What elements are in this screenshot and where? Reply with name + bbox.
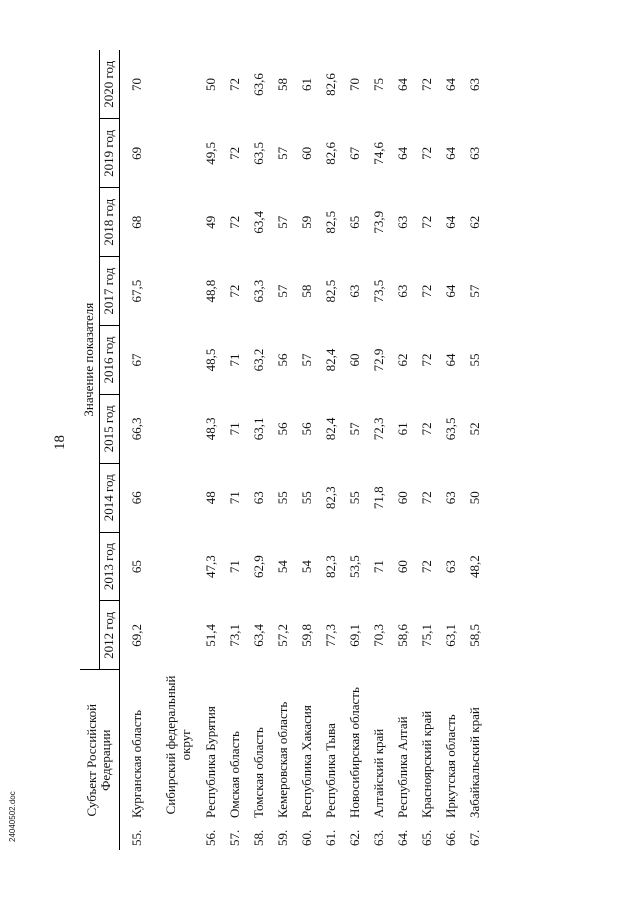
indicator-value: 75 — [370, 77, 386, 91]
indicator-value: 72 — [418, 284, 434, 298]
row-number: 57. — [226, 829, 242, 846]
indicator-value: 52 — [466, 422, 482, 436]
indicator-value: 60 — [394, 491, 410, 505]
indicator-value: 63 — [466, 77, 482, 91]
district-heading-row — [158, 50, 202, 850]
indicator-value: 48 — [202, 491, 218, 505]
indicator-value: 55 — [298, 491, 314, 505]
indicator-value: 71,8 — [370, 486, 386, 510]
table-row — [250, 50, 274, 850]
indicator-value: 82,6 — [322, 142, 338, 165]
subject-name: Омская область — [226, 731, 242, 818]
indicator-value: 57 — [274, 284, 290, 298]
table-row — [442, 50, 466, 850]
indicator-value — [158, 463, 202, 532]
indicator-value: 72 — [226, 215, 242, 229]
indicator-value: 58,5 — [466, 624, 482, 647]
table-row — [322, 50, 346, 850]
indicator-value: 61 — [394, 422, 410, 436]
indicator-value: 59 — [298, 215, 314, 229]
indicator-value: 62,9 — [250, 555, 266, 578]
indicator-value: 82,4 — [322, 417, 338, 441]
indicator-value: 72 — [226, 146, 242, 160]
table-row — [226, 50, 250, 850]
indicator-value — [158, 394, 202, 463]
indicator-value: 58,6 — [394, 624, 410, 647]
indicator-value: 48,8 — [202, 279, 218, 303]
year-header: 2013 год — [99, 532, 119, 601]
table-row — [274, 50, 298, 850]
indicator-value: 82,3 — [322, 555, 338, 578]
indicator-value: 68 — [128, 215, 144, 229]
year-header: 2012 год — [99, 601, 119, 670]
indicator-value: 71 — [226, 560, 242, 574]
table-row — [119, 50, 158, 850]
indicator-value — [158, 119, 202, 188]
indicator-value: 62 — [394, 353, 410, 367]
table-row — [298, 50, 322, 850]
indicator-value: 50 — [466, 491, 482, 505]
indicator-value: 63,4 — [250, 624, 266, 647]
year-header: 2015 год — [99, 394, 119, 463]
subject-name: Республика Бурятия — [202, 706, 218, 818]
indicator-value: 64 — [442, 77, 458, 91]
indicator-value: 66 — [128, 491, 144, 505]
table-row — [370, 50, 394, 850]
row-number: 64. — [394, 829, 410, 846]
year-header: 2014 год — [99, 463, 119, 532]
subject-name: Республика Хакасия — [298, 705, 314, 818]
row-number: 67. — [466, 829, 482, 846]
indicator-value: 82,5 — [322, 210, 338, 234]
indicator-value: 75,1 — [418, 624, 434, 647]
indicator-table-frame — [80, 50, 535, 850]
table-row — [202, 50, 226, 850]
indicator-value: 60 — [394, 560, 410, 574]
indicator-value: 48,3 — [202, 417, 218, 441]
table-row — [466, 50, 490, 850]
indicator-value — [158, 257, 202, 326]
page-number: 18 — [52, 435, 68, 450]
indicator-value: 63 — [442, 491, 458, 505]
indicator-value: 70 — [128, 77, 144, 91]
subject-name: Красноярский край — [418, 710, 434, 818]
indicator-value: 57 — [346, 422, 362, 436]
indicator-value: 72,9 — [370, 348, 386, 372]
row-number: 63. — [370, 829, 386, 846]
indicator-value: 61 — [298, 77, 314, 91]
indicator-value: 67,5 — [128, 279, 144, 303]
indicator-value: 71 — [226, 491, 242, 505]
table-row — [418, 50, 442, 850]
indicator-value: 60 — [346, 353, 362, 367]
row-number: 61. — [322, 829, 338, 846]
subject-name: Забайкальский край — [466, 707, 482, 818]
indicator-value: 82,5 — [322, 279, 338, 303]
indicator-value: 71 — [226, 422, 242, 436]
indicator-value: 64 — [442, 215, 458, 229]
indicator-value: 72 — [418, 77, 434, 91]
indicator-value: 56 — [274, 353, 290, 367]
subject-name: Кемеровская область — [274, 701, 290, 818]
indicator-value: 64 — [442, 146, 458, 160]
year-header: 2019 год — [99, 119, 119, 188]
indicator-value: 63,1 — [250, 417, 266, 441]
year-header: 2016 год — [99, 326, 119, 395]
indicator-value: 72 — [226, 77, 242, 91]
indicator-value: 56 — [298, 422, 314, 436]
subject-name: Республика Тыва — [322, 723, 338, 818]
indicator-value: 59,8 — [298, 624, 314, 647]
indicator-value: 64 — [394, 77, 410, 91]
subject-name: Республика Алтай — [394, 716, 410, 818]
subject-name: Курганская область — [128, 709, 144, 818]
year-header: 2018 год — [99, 188, 119, 257]
indicator-value: 72 — [226, 284, 242, 298]
indicator-value: 51,4 — [202, 624, 218, 647]
indicator-value — [158, 326, 202, 395]
indicator-value: 58 — [274, 77, 290, 91]
indicator-value: 82,3 — [322, 486, 338, 510]
indicator-value: 63 — [394, 215, 410, 229]
indicator-value: 70 — [346, 77, 362, 91]
subject-name: Сибирский федеральный округ — [162, 675, 193, 815]
indicator-value — [158, 188, 202, 257]
year-header: 2017 год — [99, 257, 119, 326]
subject-name: Иркутская область — [442, 714, 458, 818]
indicator-value: 63,5 — [250, 142, 266, 165]
indicator-value: 71 — [370, 560, 386, 574]
year-header: 2020 год — [99, 50, 119, 119]
indicator-value: 64 — [442, 284, 458, 298]
indicator-value: 48,5 — [202, 348, 218, 372]
indicator-value: 57 — [274, 215, 290, 229]
indicator-value: 65 — [346, 215, 362, 229]
indicator-value: 58 — [298, 284, 314, 298]
row-number: 55. — [128, 829, 144, 846]
indicator-value: 77,3 — [322, 624, 338, 647]
indicator-value: 55 — [274, 491, 290, 505]
row-number: 66. — [442, 829, 458, 846]
indicator-value: 49 — [202, 215, 218, 229]
indicator-value: 63 — [346, 284, 362, 298]
subject-name: Томская область — [250, 727, 266, 818]
indicator-value: 54 — [274, 560, 290, 574]
indicator-value: 67 — [346, 146, 362, 160]
subject-name: Алтайский край — [370, 728, 386, 818]
row-number: 56. — [202, 829, 218, 846]
indicator-value: 63,3 — [250, 279, 266, 303]
table-row — [346, 50, 370, 850]
indicator-value: 55 — [466, 353, 482, 367]
indicator-value: 63 — [394, 284, 410, 298]
row-number: 59. — [274, 829, 290, 846]
indicator-value: 49,5 — [202, 142, 218, 165]
indicator-value: 72 — [418, 491, 434, 505]
indicator-value: 74,6 — [370, 142, 386, 165]
indicator-value: 72,3 — [370, 417, 386, 441]
indicator-value: 69,1 — [346, 624, 362, 647]
indicator-value: 63,5 — [442, 417, 458, 441]
indicator-value: 73,1 — [226, 624, 242, 647]
document-id: 24040502.doc — [8, 791, 17, 842]
indicator-value: 53,5 — [346, 555, 362, 578]
indicator-value: 72 — [418, 422, 434, 436]
subject-column-header: Субъект Российской Федерации — [80, 670, 119, 850]
indicator-value: 73,5 — [370, 279, 386, 303]
indicator-value: 65 — [128, 560, 144, 574]
row-number: 65. — [418, 829, 434, 846]
table-body — [119, 50, 490, 850]
subject-name: Новосибирская область — [346, 687, 362, 818]
indicator-value: 63 — [250, 491, 266, 505]
indicator-value: 57 — [466, 284, 482, 298]
indicator-value: 55 — [346, 491, 362, 505]
indicator-value: 63,6 — [250, 73, 266, 96]
indicator-value: 63 — [442, 560, 458, 574]
header-row-group — [80, 50, 99, 850]
indicator-value: 63 — [466, 146, 482, 160]
row-number — [158, 820, 202, 850]
row-number: 60. — [298, 829, 314, 846]
indicator-value: 82,4 — [322, 348, 338, 372]
indicator-value: 57,2 — [274, 624, 290, 647]
indicator-value: 63,2 — [250, 348, 266, 372]
indicator-value: 50 — [202, 77, 218, 91]
indicator-value: 70,3 — [370, 624, 386, 647]
indicator-value: 63,4 — [250, 210, 266, 234]
indicator-value: 69,2 — [128, 624, 144, 647]
indicator-value — [158, 532, 202, 601]
indicator-value: 67 — [128, 353, 144, 367]
indicator-value: 64 — [442, 353, 458, 367]
indicator-value: 82,6 — [322, 73, 338, 96]
indicator-value: 66,3 — [128, 417, 144, 441]
indicator-value: 57 — [298, 353, 314, 367]
indicator-value: 72 — [418, 215, 434, 229]
indicator-value — [158, 601, 202, 670]
indicator-table — [80, 50, 490, 850]
indicator-value: 62 — [466, 215, 482, 229]
indicator-value — [158, 50, 202, 119]
indicator-value: 72 — [418, 146, 434, 160]
indicator-value: 60 — [298, 146, 314, 160]
indicator-value: 56 — [274, 422, 290, 436]
row-number: 58. — [250, 829, 266, 846]
indicator-value: 57 — [274, 146, 290, 160]
indicator-value: 72 — [418, 560, 434, 574]
indicator-value: 54 — [298, 560, 314, 574]
indicator-value: 47,3 — [202, 555, 218, 578]
row-number: 62. — [346, 829, 362, 846]
indicator-value: 71 — [226, 353, 242, 367]
indicator-value-header: Значение показателя — [80, 50, 99, 670]
indicator-value: 64 — [394, 146, 410, 160]
table-row — [394, 50, 418, 850]
indicator-value: 69 — [128, 146, 144, 160]
indicator-value: 73,9 — [370, 210, 386, 234]
indicator-value: 63,1 — [442, 624, 458, 647]
indicator-value: 72 — [418, 353, 434, 367]
indicator-value: 48,2 — [466, 555, 482, 578]
